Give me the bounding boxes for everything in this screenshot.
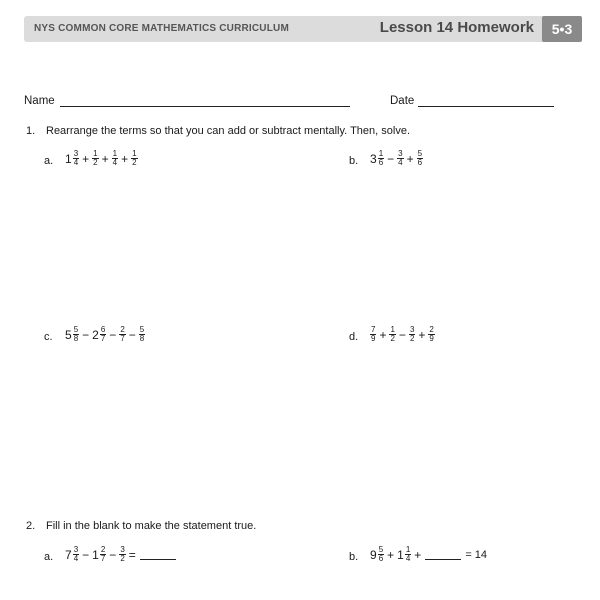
numerator: 5 — [417, 149, 423, 158]
q2-part-b-letter: b. — [349, 551, 359, 563]
equation-result: = 14 — [465, 548, 488, 561]
name-label: Name — [24, 95, 55, 107]
operator: − — [82, 327, 90, 342]
denominator: 7 — [100, 334, 106, 343]
fraction — [112, 150, 118, 167]
whole-number: 3 — [370, 151, 377, 166]
numerator: 3 — [73, 545, 79, 554]
denominator: 4 — [73, 554, 79, 563]
question-1-number: 1. — [26, 125, 36, 137]
fraction — [378, 546, 384, 563]
fraction — [417, 150, 423, 167]
fraction — [409, 326, 415, 343]
denominator: 4 — [398, 158, 403, 167]
fraction — [119, 326, 125, 343]
numerator: 1 — [112, 149, 118, 158]
numerator: 1 — [93, 149, 98, 158]
denominator: 9 — [429, 334, 434, 343]
page-header — [24, 16, 582, 42]
operator: + — [414, 547, 422, 562]
answer-blank[interactable] — [140, 549, 176, 560]
operator: + — [121, 151, 129, 166]
answer-blank[interactable] — [425, 549, 461, 560]
operator: + — [82, 151, 90, 166]
fraction — [405, 546, 411, 563]
q1c-expression — [64, 326, 146, 343]
denominator: 8 — [139, 334, 145, 343]
whole-number: 7 — [65, 547, 72, 562]
denominator: 2 — [93, 158, 98, 167]
operator: − — [387, 151, 395, 166]
whole-number: 1 — [92, 547, 99, 562]
denominator: 2 — [409, 334, 415, 343]
name-field[interactable] — [60, 106, 350, 107]
numerator: 5 — [378, 545, 384, 554]
denominator: 6 — [378, 554, 384, 563]
whole-number: 9 — [370, 547, 377, 562]
fraction — [100, 326, 106, 343]
fraction — [139, 326, 145, 343]
question-2-prompt: Fill in the blank to make the statement true. — [46, 520, 257, 532]
q2a-expression — [64, 546, 176, 563]
numerator: 2 — [120, 325, 125, 334]
fraction — [389, 326, 395, 343]
numerator: 1 — [132, 149, 137, 158]
fraction — [370, 326, 376, 343]
numerator: 1 — [378, 149, 384, 158]
denominator: 2 — [132, 158, 137, 167]
denominator: 6 — [378, 158, 384, 167]
denominator: 4 — [112, 158, 118, 167]
fraction — [73, 326, 79, 343]
fraction — [119, 546, 125, 563]
q2b-expression — [369, 546, 487, 563]
numerator: 2 — [100, 545, 106, 554]
fraction — [131, 150, 137, 167]
q1a-expression — [64, 150, 139, 167]
denominator: 7 — [100, 554, 106, 563]
operator: + — [379, 327, 387, 342]
denominator: 9 — [371, 334, 376, 343]
operator: + — [406, 151, 414, 166]
denominator: 7 — [120, 334, 125, 343]
whole-number: 1 — [397, 547, 404, 562]
denominator: 4 — [405, 554, 411, 563]
fraction — [73, 150, 79, 167]
denominator: 6 — [417, 158, 423, 167]
numerator: 3 — [409, 325, 415, 334]
denominator: 2 — [390, 334, 395, 343]
numerator: 2 — [429, 325, 434, 334]
lesson-title: Lesson 14 Homework — [379, 19, 534, 36]
question-1-prompt: Rearrange the terms so that you can add or subtract mentally. Then, solve. — [46, 125, 411, 137]
q1-part-c-letter: c. — [44, 331, 53, 343]
numerator: 3 — [398, 149, 403, 158]
fraction — [100, 546, 106, 563]
date-label: Date — [390, 95, 415, 107]
operator: + — [418, 327, 426, 342]
operator: − — [109, 547, 117, 562]
date-field[interactable] — [418, 106, 554, 107]
whole-number: 2 — [92, 327, 99, 342]
q1-part-d-letter: d. — [349, 331, 359, 343]
numerator: 3 — [120, 545, 125, 554]
operator: − — [398, 327, 406, 342]
numerator: 5 — [139, 325, 145, 334]
whole-number: 1 — [65, 151, 72, 166]
curriculum-title: NYS COMMON CORE MATHEMATICS CURRICULUM — [34, 23, 289, 34]
numerator: 6 — [100, 325, 106, 334]
numerator: 1 — [390, 325, 395, 334]
numerator: 3 — [73, 149, 79, 158]
numerator: 1 — [405, 545, 411, 554]
operator: + — [387, 547, 395, 562]
operator: − — [128, 327, 136, 342]
q1d-expression — [369, 326, 436, 343]
question-2-number: 2. — [26, 520, 36, 532]
numerator: 7 — [371, 325, 376, 334]
fraction — [92, 150, 98, 167]
q1-part-a-letter: a. — [44, 155, 54, 167]
q1b-expression — [369, 150, 424, 167]
fraction — [73, 546, 79, 563]
whole-number: 5 — [65, 327, 72, 342]
operator: − — [109, 327, 117, 342]
module-badge: 5•3 — [542, 16, 582, 42]
operator: = — [128, 547, 136, 562]
operator: + — [101, 151, 109, 166]
denominator: 8 — [73, 334, 79, 343]
fraction — [397, 150, 403, 167]
denominator: 2 — [120, 554, 125, 563]
denominator: 4 — [73, 158, 79, 167]
fraction — [378, 150, 384, 167]
fraction — [428, 326, 434, 343]
operator: − — [82, 547, 90, 562]
numerator: 5 — [73, 325, 79, 334]
q1-part-b-letter: b. — [349, 155, 359, 167]
q2-part-a-letter: a. — [44, 551, 54, 563]
